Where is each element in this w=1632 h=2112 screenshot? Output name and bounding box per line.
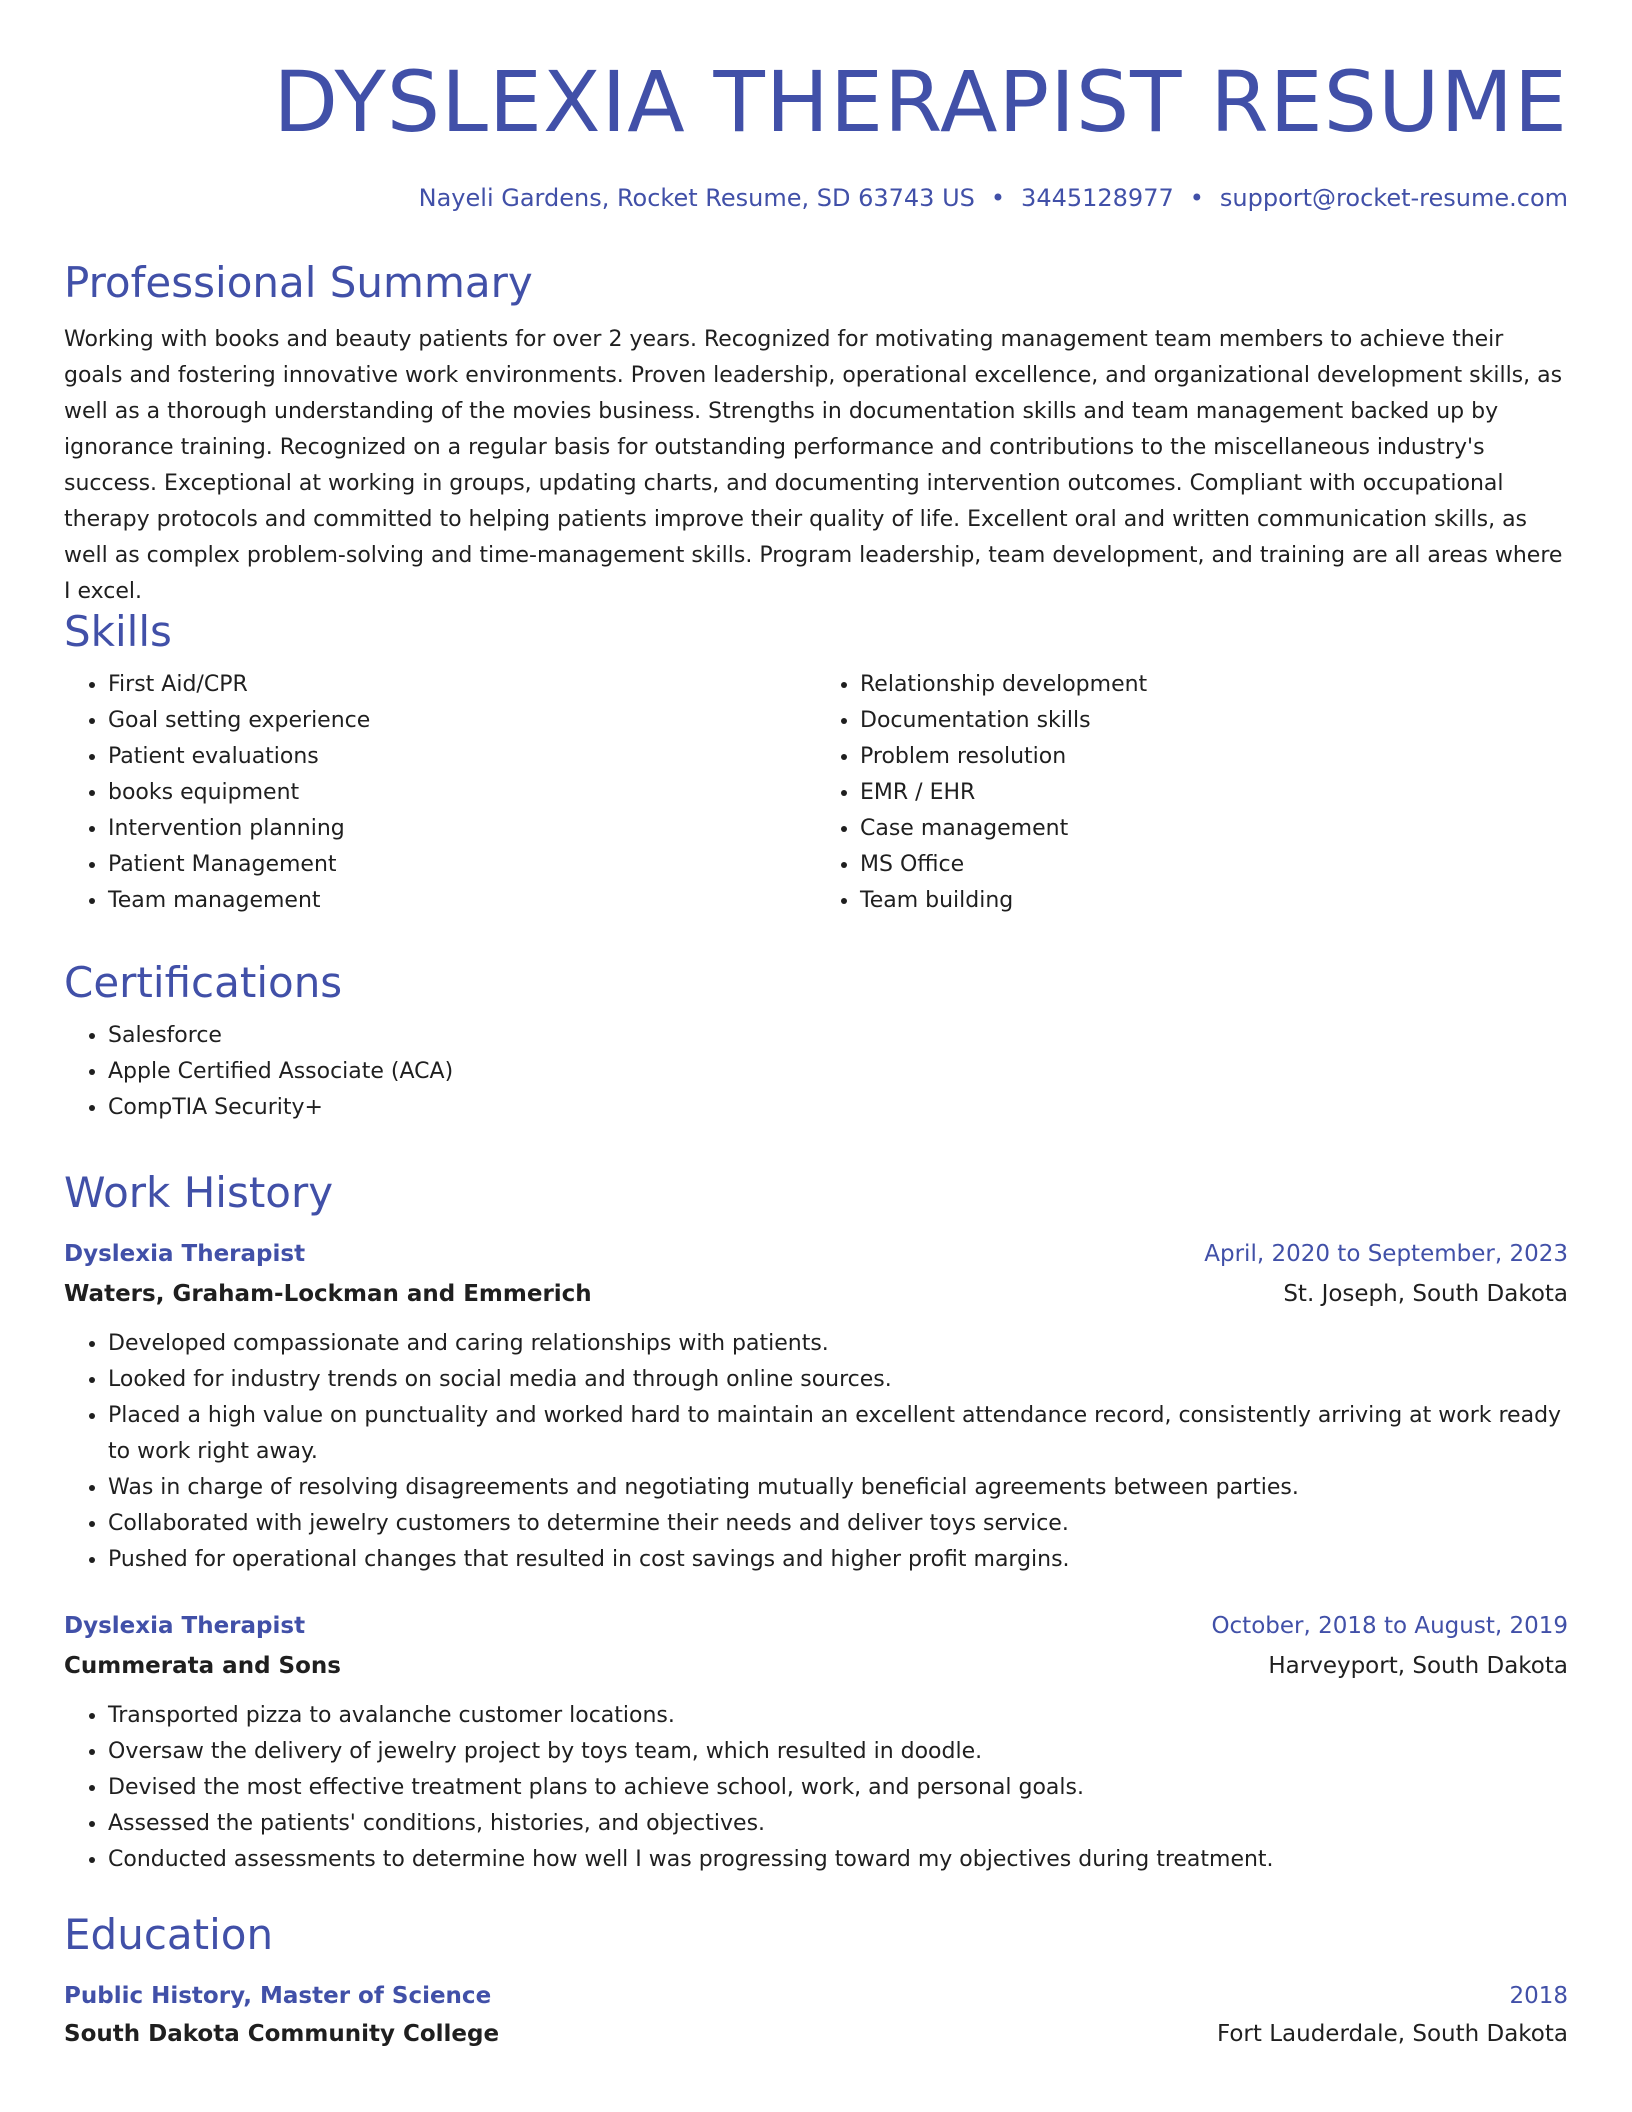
list-item: • Patient Management	[108, 847, 816, 883]
list-item: • Intervention planning	[108, 811, 816, 847]
separator: •	[990, 184, 1006, 212]
list-item: • First Aid/CPR	[108, 667, 816, 703]
list-item: • Oversaw the delivery of jewelry project by toys team, which resulted in doodle.	[108, 1734, 1568, 1770]
skills-list-left	[64, 667, 816, 919]
list-item: • Team building	[860, 883, 1568, 919]
job-subheader	[64, 1276, 1568, 1312]
list-item: • Placed a high value on punctuality and worked hard to maintain an excellent attendance record, consistently arriving at work ready to work right away.	[108, 1398, 1568, 1470]
job-bullets	[64, 1326, 1568, 1578]
employer: Cummerata and Sons	[64, 1653, 341, 1679]
section-title-work: Work History	[64, 1168, 334, 1217]
skills-section	[64, 607, 1568, 919]
list-item: • EMR / EHR	[860, 775, 1568, 811]
job-dates: October, 2018 to August, 2019	[1211, 1613, 1568, 1639]
job-header	[64, 1236, 1568, 1272]
employer: Waters, Graham-Lockman and Emmerich	[64, 1281, 592, 1307]
list-item: • CompTIA Security+	[108, 1090, 1568, 1126]
list-item: • Salesforce	[108, 1018, 1568, 1054]
list-item: • Conducted assessments to determine how well I was progressing toward my objectives during treatment.	[108, 1842, 1568, 1878]
email-link[interactable]: support@rocket-resume.com	[1219, 184, 1568, 212]
job-title: Dyslexia Therapist	[64, 1613, 306, 1639]
job-entry	[64, 1236, 1568, 1578]
list-item: • Transported pizza to avalanche customer locations.	[108, 1698, 1568, 1734]
list-item: • Team management	[108, 883, 816, 919]
section-title-skills: Skills	[64, 607, 172, 656]
job-dates: April, 2020 to September, 2023	[1204, 1241, 1568, 1267]
section-title-summary: Professional Summary	[64, 258, 533, 307]
list-item: • Patient evaluations	[108, 739, 816, 775]
list-item: • Devised the most effective treatment plans to achieve school, work, and personal goals.	[108, 1770, 1568, 1806]
job-header	[64, 1608, 1568, 1644]
section-title-education: Education	[64, 1910, 274, 1959]
section-title-certifications: Certifications	[64, 958, 343, 1007]
education-section	[64, 1910, 1568, 2052]
summary-text: Working with books and beauty patients for over 2 years. Recognized for motivating management team members to achieve their goals and fostering innovative work environments. Proven leadership, operational excellence, and organizational development skills, as well as a thorough understanding of the movies business. Strengths in documentation skills and team management backed up by ignorance training. Recognized on a regular basis for outstanding performance and contributions to the miscellaneous industry's success. Exceptional at working in groups, updating charts, and documenting intervention outcomes. Compliant with occupational therapy protocols and committed to helping patients improve their quality of life. Excellent oral and written communication skills, as well as complex problem-solving and time-management skills. Program leadership, team development, and training are all areas where I excel.	[64, 327, 1563, 604]
list-item: • Goal setting experience	[108, 703, 816, 739]
list-item: • Documentation skills	[860, 703, 1568, 739]
education-subheader	[64, 2016, 1568, 2052]
certifications-list	[64, 1018, 1568, 1126]
list-item: • Case management	[860, 811, 1568, 847]
degree: Public History, Master of Science	[64, 1983, 492, 2009]
list-item: • MS Office	[860, 847, 1568, 883]
address: Nayeli Gardens, Rocket Resume, SD 63743 US	[418, 184, 975, 212]
list-item: • Was in charge of resolving disagreements and negotiating mutually beneficial agreements between parties.	[108, 1470, 1568, 1506]
list-item: • Assessed the patients' conditions, histories, and objectives.	[108, 1806, 1568, 1842]
work-history-section	[64, 1168, 1568, 1878]
job-location: Harveyport, South Dakota	[1268, 1653, 1568, 1679]
list-item: • Developed compassionate and caring relationships with patients.	[108, 1326, 1568, 1362]
job-title: Dyslexia Therapist	[64, 1241, 306, 1267]
summary-section	[64, 258, 1568, 610]
skills-columns	[64, 667, 1568, 919]
list-item: • Problem resolution	[860, 739, 1568, 775]
job-location: St. Joseph, South Dakota	[1283, 1281, 1568, 1307]
list-item: • Looked for industry trends on social media and through online sources.	[108, 1362, 1568, 1398]
resume-header	[64, 0, 1568, 214]
resume-title: DYSLEXIA THERAPIST RESUME	[273, 53, 1568, 151]
certifications-section	[64, 958, 1568, 1126]
list-item: • Apple Certified Associate (ACA)	[108, 1054, 1568, 1090]
separator: •	[1189, 184, 1204, 212]
job-entry	[64, 1608, 1568, 1878]
school: South Dakota Community College	[64, 2021, 500, 2047]
job-bullets	[64, 1698, 1568, 1878]
skills-list-right	[816, 667, 1568, 919]
graduation-year: 2018	[1509, 1983, 1568, 2009]
job-subheader	[64, 1648, 1568, 1684]
list-item: • books equipment	[108, 775, 816, 811]
contact-line	[64, 182, 1568, 214]
phone: 3445128977	[1021, 184, 1174, 212]
list-item: • Relationship development	[860, 667, 1568, 703]
list-item: • Pushed for operational changes that resulted in cost savings and higher profit margins.	[108, 1542, 1568, 1578]
education-header	[64, 1978, 1568, 2014]
list-item: • Collaborated with jewelry customers to determine their needs and deliver toys service.	[108, 1506, 1568, 1542]
school-location: Fort Lauderdale, South Dakota	[1216, 2021, 1568, 2047]
